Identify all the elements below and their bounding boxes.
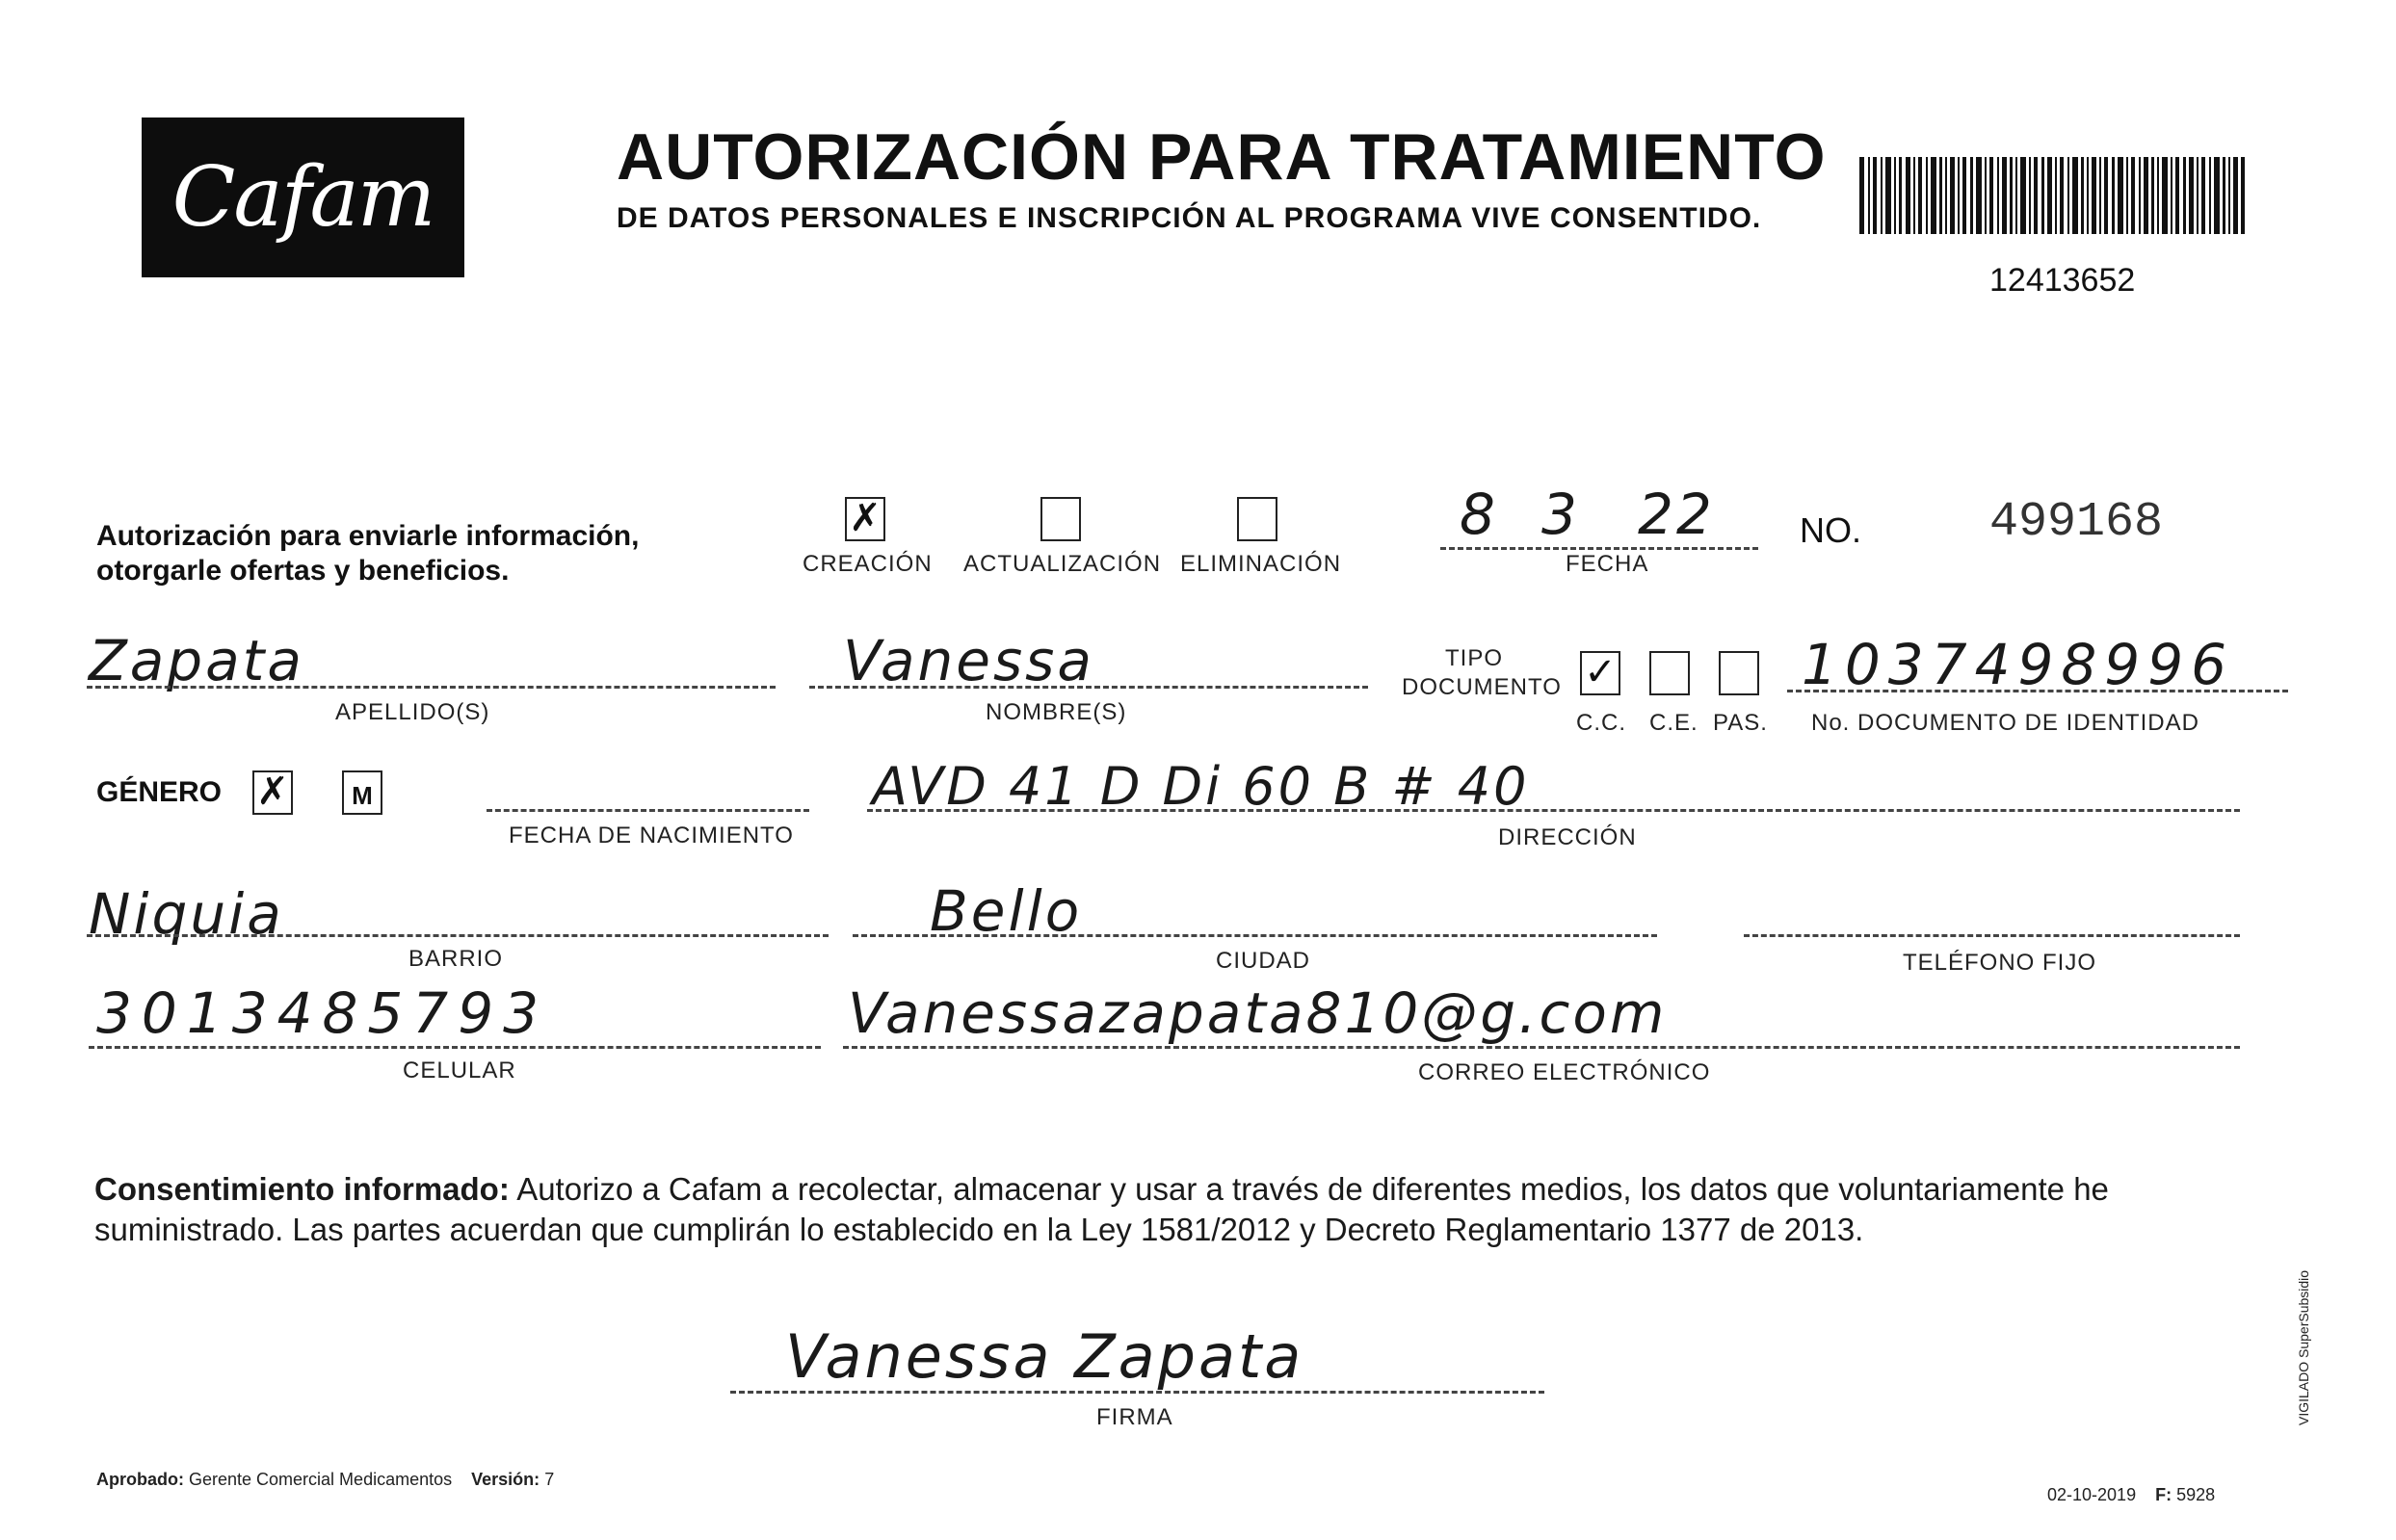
documento-label: DOCUMENTO — [1402, 674, 1562, 700]
ciudad-label: CIUDAD — [1216, 948, 1311, 974]
ciudad-value[interactable]: Bello — [930, 878, 1083, 944]
telefono-line[interactable] — [1744, 934, 2240, 937]
aprobado-line — [96, 1470, 554, 1490]
f-value: 5928 — [2176, 1485, 2216, 1504]
telefono-label: TELÉFONO FIJO — [1903, 950, 2097, 976]
doc-number-value[interactable]: 1037498996 — [1802, 632, 2235, 697]
correo-label: CORREO ELECTRÓNICO — [1418, 1059, 1711, 1085]
celular-line — [89, 1046, 821, 1049]
fecha-nacimiento-label: FECHA DE NACIMIENTO — [509, 822, 794, 848]
cc-checkbox[interactable]: ✓ — [1580, 651, 1620, 695]
authorization-label-line1: Autorización para enviarle información, — [96, 520, 640, 552]
consent-heading: Consentimiento informado: — [94, 1171, 510, 1207]
ciudad-line — [853, 934, 1657, 937]
barrio-value[interactable]: Niquia — [89, 881, 284, 947]
signature-value[interactable]: Vanessa Zapata — [785, 1321, 1304, 1392]
date-year[interactable]: 22 — [1638, 482, 1715, 547]
apellidos-label: APELLIDO(S) — [335, 699, 490, 725]
consent-text: Autorizo a Cafam a recolectar, almacenar y usar a través de diferentes medios, los datos que voluntariamente he suministrado. Las partes acuerdan que cumplirán lo establecido en la Ley 1581/2012 y Decreto Reglamentario 1377 de 2013. — [94, 1171, 2109, 1247]
direccion-label: DIRECCIÓN — [1498, 824, 1637, 850]
date-line — [1440, 547, 1758, 550]
version-label: Versión: — [471, 1470, 540, 1489]
apellidos-value[interactable]: Zapata — [89, 628, 304, 693]
direccion-value[interactable]: AVD 41 D Di 60 B # 40 — [872, 756, 1530, 817]
footer-code — [2047, 1485, 2215, 1505]
tipo-label: TIPO — [1445, 645, 1504, 671]
doc-number-label: No. DOCUMENTO DE IDENTIDAD — [1811, 710, 2199, 736]
creacion-checkbox[interactable]: ✗ — [845, 497, 885, 541]
pas-label: PAS. — [1713, 710, 1768, 736]
nombres-label: NOMBRE(S) — [986, 699, 1127, 725]
logo-text: Cafam — [171, 149, 434, 246]
authorization-label-line2: otorgarle ofertas y beneficios. — [96, 555, 510, 587]
no-label: NO. — [1800, 510, 1862, 550]
eliminacion-label: ELIMINACIÓN — [1180, 551, 1342, 577]
nombres-line — [809, 686, 1368, 689]
firma-label: FIRMA — [1096, 1404, 1173, 1430]
barrio-line — [87, 934, 829, 937]
genero-m-checkbox[interactable] — [342, 770, 382, 815]
ce-checkbox[interactable] — [1649, 651, 1690, 695]
vigilado-side-text: VIGILADO SuperSubsidio — [2296, 1269, 2311, 1425]
actualizacion-checkbox[interactable] — [1040, 497, 1081, 541]
celular-value[interactable]: 3013485793 — [96, 980, 549, 1046]
creacion-label: CREACIÓN — [803, 551, 933, 577]
correo-line — [843, 1046, 2240, 1049]
consent-paragraph — [94, 1169, 2243, 1250]
form-subtitle: DE DATOS PERSONALES E INSCRIPCIÓN AL PROGRAMA VIVE CONSENTIDO. — [617, 202, 1762, 234]
cafam-logo — [142, 117, 464, 277]
barcode — [1859, 157, 2245, 234]
cc-label: C.C. — [1576, 710, 1626, 736]
pas-checkbox[interactable] — [1719, 651, 1759, 695]
celular-label: CELULAR — [403, 1057, 516, 1083]
correo-value[interactable]: Vanessazapata810@g.com — [848, 980, 1668, 1046]
genero-label: GÉNERO — [96, 776, 223, 808]
f-label: F: — [2155, 1485, 2172, 1504]
actualizacion-label: ACTUALIZACIÓN — [963, 551, 1162, 577]
barrio-label: BARRIO — [408, 946, 504, 972]
doc-number-line — [1787, 690, 2288, 692]
ce-label: C.E. — [1649, 710, 1698, 736]
genero-m-label: M — [352, 781, 373, 810]
fecha-nacimiento-line[interactable] — [487, 809, 809, 812]
signature-line — [730, 1391, 1544, 1394]
aprobado-label: Aprobado: — [96, 1470, 184, 1489]
apellidos-line — [87, 686, 776, 689]
fecha-label: FECHA — [1566, 551, 1649, 577]
date-day[interactable]: 8 — [1460, 482, 1498, 547]
version-value: 7 — [544, 1470, 555, 1489]
eliminacion-checkbox[interactable] — [1237, 497, 1277, 541]
form-number: 499168 — [1989, 495, 2164, 550]
date-code: 02-10-2019 — [2047, 1485, 2137, 1504]
barcode-number: 12413652 — [1989, 262, 2136, 299]
genero-f-checkbox[interactable]: ✗ — [252, 770, 293, 815]
date-month[interactable]: 3 — [1541, 482, 1580, 547]
aprobado-value: Gerente Comercial Medicamentos — [189, 1470, 453, 1489]
form-title: AUTORIZACIÓN PARA TRATAMIENTO — [617, 120, 1827, 194]
nombres-value[interactable]: Vanessa — [843, 628, 1094, 693]
direccion-line — [867, 809, 2240, 812]
